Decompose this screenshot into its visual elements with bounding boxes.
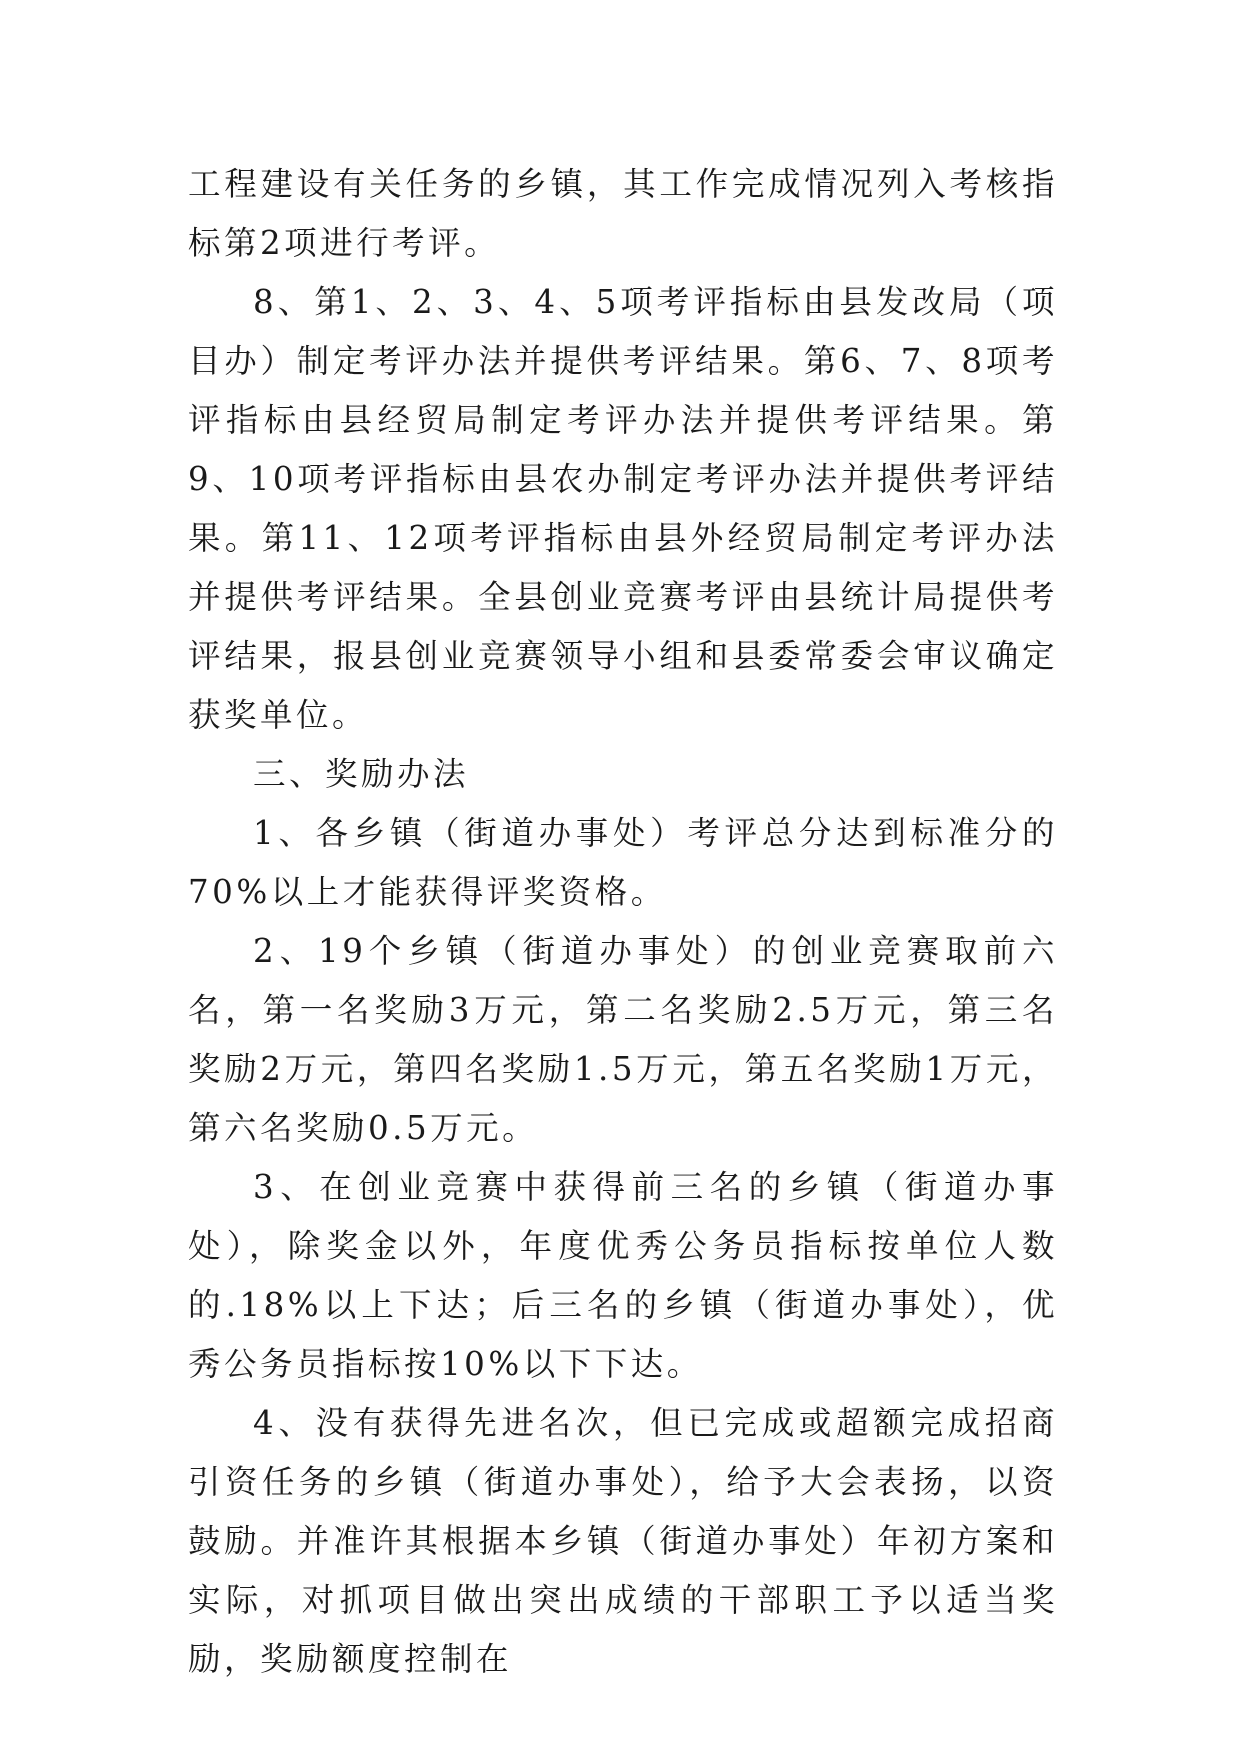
paragraph-reward-1: 1、各乡镇（街道办事处）考评总分达到标准分的70%以上才能获得评奖资格。	[188, 814, 1058, 911]
paragraph-continuation: 工程建设有关任务的乡镇，其工作完成情况列入考核指标第2项进行考评。	[188, 165, 1058, 262]
section-heading-reward-method: 三、奖励办法	[253, 755, 470, 793]
paragraph-item-8: 8、第1、2、3、4、5项考评指标由县发改局（项目办）制定考评办法并提供考评结果。第6、7、8项考评指标由县经贸局制定考评办法并提供考评结果。第9、10项考评指标由县农办制定考评办法并提供考评结果。第11、12项考评指标由县外经贸局制定考评办法并提供考评结果。全县创业竞赛考评由县统计局提供考评结果，报县创业竞赛领导小组和县委常委会审议确定获奖单位。	[188, 283, 1058, 734]
document-body	[188, 155, 1058, 1689]
paragraph-reward-2: 2、19个乡镇（街道办事处）的创业竞赛取前六名，第一名奖励3万元，第二名奖励2.5万元，第三名奖励2万元，第四名奖励1.5万元，第五名奖励1万元，第六名奖励0.5万元。	[188, 932, 1058, 1147]
paragraph-reward-3: 3、在创业竞赛中获得前三名的乡镇（街道办事处），除奖金以外，年度优秀公务员指标按单位人数的.18%以上下达；后三名的乡镇（街道办事处），优秀公务员指标按10%以下下达。	[188, 1168, 1058, 1383]
paragraph-reward-4: 4、没有获得先进名次，但已完成或超额完成招商引资任务的乡镇（街道办事处），给予大会表扬，以资鼓励。并准许其根据本乡镇（街道办事处）年初方案和实际，对抓项目做出突出成绩的干部职工予以适当奖励，奖励额度控制在	[188, 1404, 1058, 1678]
